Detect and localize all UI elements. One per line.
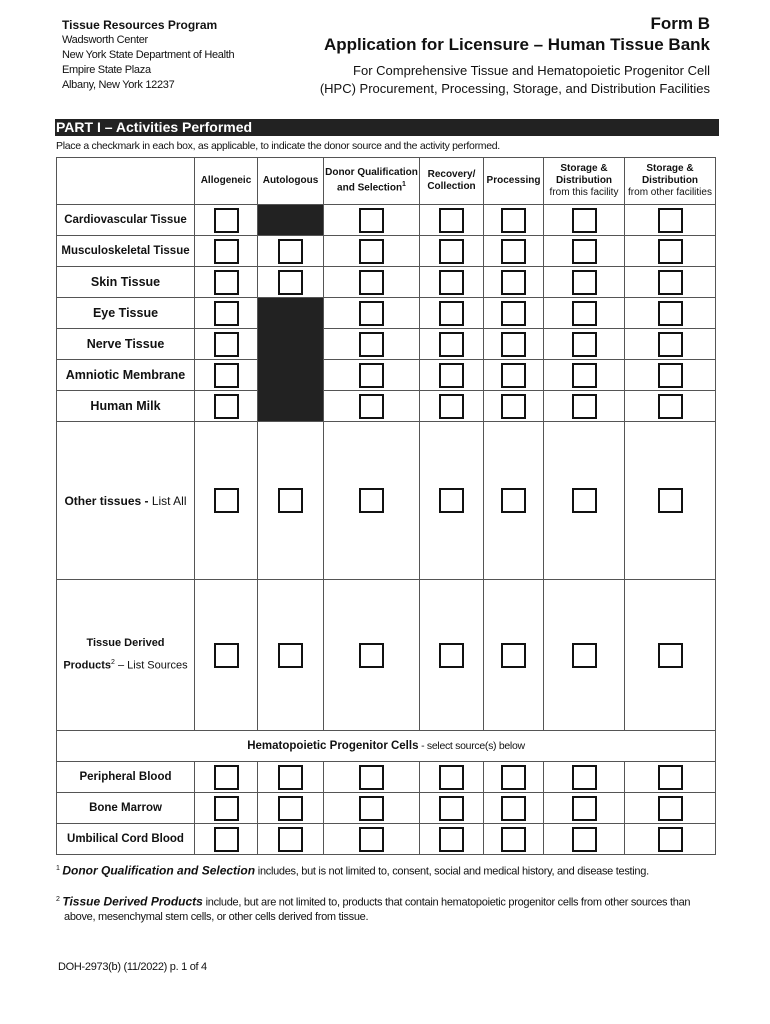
table-row xyxy=(57,205,716,236)
checkbox-milk-processing[interactable] xyxy=(501,394,526,419)
form-header xyxy=(250,14,710,98)
form-subtitle xyxy=(250,62,710,98)
checkbox-milk-recovery[interactable] xyxy=(439,394,464,419)
row-label-skin: Skin Tissue xyxy=(57,267,195,298)
checkbox-other-recovery[interactable] xyxy=(439,488,464,513)
checkbox-peripheral-allogeneic[interactable] xyxy=(214,765,239,790)
footnote-1 xyxy=(56,862,716,879)
checkbox-skin-processing[interactable] xyxy=(501,270,526,295)
org-address-line: Albany, New York 12237 xyxy=(62,79,175,91)
checkbox-derived-storage-this[interactable] xyxy=(572,643,597,668)
checkbox-marrow-recovery[interactable] xyxy=(439,796,464,821)
footnote-text: include, but are not limited to, products that contain hematopoietic progenitor cells from other sources than xyxy=(202,896,691,909)
footnote-term: Tissue Derived Products xyxy=(62,894,203,909)
checkbox-eye-donor-qualification[interactable] xyxy=(359,301,384,326)
checkbox-musculoskeletal-processing[interactable] xyxy=(501,239,526,264)
col-header-processing: Processing xyxy=(484,158,544,205)
col-header-text: Storage & xyxy=(560,163,608,174)
checkbox-cardiovascular-storage-other[interactable] xyxy=(658,208,683,233)
table-row xyxy=(57,298,716,329)
checkbox-musculoskeletal-autologous[interactable] xyxy=(278,239,303,264)
row-label-milk: Human Milk xyxy=(57,391,195,422)
checkbox-amniotic-processing[interactable] xyxy=(501,363,526,388)
row-label-bone-marrow: Bone Marrow xyxy=(57,793,195,824)
table-row xyxy=(57,267,716,298)
checkbox-derived-autologous[interactable] xyxy=(278,643,303,668)
checkbox-milk-storage-other[interactable] xyxy=(658,394,683,419)
form-subtitle-line: For Comprehensive Tissue and Hematopoietic Progenitor Cell xyxy=(353,63,710,78)
checkbox-derived-donor-qualification[interactable] xyxy=(359,643,384,668)
checkbox-peripheral-storage-other[interactable] xyxy=(658,765,683,790)
footnote-text: includes, but is not limited to, consent, social and medical history, and disease testing. xyxy=(255,865,649,878)
checkbox-eye-allogeneic[interactable] xyxy=(214,301,239,326)
col-header-text: Distribution xyxy=(641,175,699,186)
footnote-term: Donor Qualification and Selection xyxy=(62,863,256,878)
checkbox-other-donor-qualification[interactable] xyxy=(359,488,384,513)
col-header-allogeneic: Allogeneic xyxy=(195,158,258,205)
table-row xyxy=(57,422,716,580)
org-address-line: New York State Department of Health xyxy=(62,49,235,61)
row-label-nerve: Nerve Tissue xyxy=(57,329,195,360)
row-label-amniotic: Amniotic Membrane xyxy=(57,360,195,391)
checkbox-skin-donor-qualification[interactable] xyxy=(359,270,384,295)
checkbox-cardiovascular-recovery[interactable] xyxy=(439,208,464,233)
part-instruction: Place a checkmark in each box, as applicable, to indicate the donor source and the activity performed. xyxy=(56,140,500,152)
footnote-2 xyxy=(56,893,716,924)
checkbox-other-storage-other[interactable] xyxy=(658,488,683,513)
col-header-storage-other xyxy=(625,158,716,205)
header-row xyxy=(57,158,716,205)
col-header-text: Donor Qualification xyxy=(325,167,418,179)
checkbox-peripheral-recovery[interactable] xyxy=(439,765,464,790)
row-label-eye: Eye Tissue xyxy=(57,298,195,329)
checkbox-derived-storage-other[interactable] xyxy=(658,643,683,668)
checkbox-marrow-allogeneic[interactable] xyxy=(214,796,239,821)
org-address-line: Empire State Plaza xyxy=(62,64,151,76)
checkbox-cord-autologous[interactable] xyxy=(278,827,303,852)
org-name: Tissue Resources Program xyxy=(62,18,218,32)
col-header-text: Collection xyxy=(427,181,476,192)
table-row xyxy=(57,762,716,793)
checkbox-amniotic-donor-qualification[interactable] xyxy=(359,363,384,388)
org-address-line: Wadsworth Center xyxy=(62,34,148,46)
checkbox-other-autologous[interactable] xyxy=(278,488,303,513)
checkbox-peripheral-processing[interactable] xyxy=(501,765,526,790)
checkbox-amniotic-allogeneic[interactable] xyxy=(214,363,239,388)
form-title: Application for Licensure – Human Tissue Bank xyxy=(323,35,710,54)
row-label-cardiovascular: Cardiovascular Tissue xyxy=(57,205,195,236)
checkbox-cardiovascular-storage-this[interactable] xyxy=(572,208,597,233)
checkbox-nerve-donor-qualification[interactable] xyxy=(359,332,384,357)
table-row xyxy=(57,824,716,855)
checkbox-derived-allogeneic[interactable] xyxy=(214,643,239,668)
checkbox-eye-recovery[interactable] xyxy=(439,301,464,326)
row-label-other-tissues[interactable]: Other tissues - List All xyxy=(57,422,195,580)
checkbox-skin-storage-other[interactable] xyxy=(658,270,683,295)
col-header-text: from other facilities xyxy=(628,187,712,198)
checkbox-other-storage-this[interactable] xyxy=(572,488,597,513)
checkbox-amniotic-storage-this[interactable] xyxy=(572,363,597,388)
checkbox-nerve-storage-other[interactable] xyxy=(658,332,683,357)
checkbox-cord-processing[interactable] xyxy=(501,827,526,852)
form-subtitle-line: (HPC) Procurement, Processing, Storage, and Distribution Facilities xyxy=(319,81,710,96)
col-header-text: Distribution xyxy=(555,175,613,186)
col-header-donor-qualification xyxy=(324,158,420,205)
checkbox-other-allogeneic[interactable] xyxy=(214,488,239,513)
col-header-recovery xyxy=(420,158,484,205)
checkbox-milk-donor-qualification[interactable] xyxy=(359,394,384,419)
table-row xyxy=(57,329,716,360)
checkbox-nerve-storage-this[interactable] xyxy=(572,332,597,357)
table-row xyxy=(57,236,716,267)
checkbox-marrow-storage-other[interactable] xyxy=(658,796,683,821)
col-header-text: and Selection$^1$ xyxy=(337,181,406,194)
checkbox-derived-processing[interactable] xyxy=(501,643,526,668)
checkbox-nerve-allogeneic[interactable] xyxy=(214,332,239,357)
col-header-text: Storage & xyxy=(646,163,694,174)
footnote-text: above, mesenchymal stem cells, or other cells derived from tissue. xyxy=(64,910,369,923)
checkbox-cord-storage-other[interactable] xyxy=(658,827,683,852)
footnote-mark: 2 xyxy=(56,896,60,903)
checkbox-nerve-processing[interactable] xyxy=(501,332,526,357)
col-header-text: Recovery/ xyxy=(427,169,476,180)
checkbox-cardiovascular-allogeneic[interactable] xyxy=(214,208,239,233)
checkbox-musculoskeletal-donor-qualification[interactable] xyxy=(359,239,384,264)
row-label-peripheral-blood: Peripheral Blood xyxy=(57,762,195,793)
checkbox-other-processing[interactable] xyxy=(501,488,526,513)
checkbox-marrow-donor-qualification[interactable] xyxy=(359,796,384,821)
shaded-cell xyxy=(258,205,324,236)
checkbox-cord-recovery[interactable] xyxy=(439,827,464,852)
row-label-musculoskeletal: Musculoskeletal Tissue xyxy=(57,236,195,267)
checkbox-peripheral-storage-this[interactable] xyxy=(572,765,597,790)
checkbox-milk-storage-this[interactable] xyxy=(572,394,597,419)
form-id: Form B xyxy=(650,14,710,33)
checkbox-musculoskeletal-recovery[interactable] xyxy=(439,239,464,264)
checkbox-marrow-processing[interactable] xyxy=(501,796,526,821)
part-title-bar: PART I – Activities Performed xyxy=(55,119,719,136)
checkbox-cord-donor-qualification[interactable] xyxy=(359,827,384,852)
checkbox-derived-recovery[interactable] xyxy=(439,643,464,668)
checkbox-musculoskeletal-allogeneic[interactable] xyxy=(214,239,239,264)
checkbox-amniotic-recovery[interactable] xyxy=(439,363,464,388)
checkbox-eye-storage-this[interactable] xyxy=(572,301,597,326)
checkbox-nerve-recovery[interactable] xyxy=(439,332,464,357)
col-header-text: from this facility xyxy=(549,187,619,198)
checkbox-peripheral-autologous[interactable] xyxy=(278,765,303,790)
checkbox-peripheral-donor-qualification[interactable] xyxy=(359,765,384,790)
checkbox-skin-autologous[interactable] xyxy=(278,270,303,295)
checkbox-eye-storage-other[interactable] xyxy=(658,301,683,326)
checkbox-amniotic-storage-other[interactable] xyxy=(658,363,683,388)
checkbox-marrow-storage-this[interactable] xyxy=(572,796,597,821)
checkbox-cord-allogeneic[interactable] xyxy=(214,827,239,852)
checkbox-marrow-autologous[interactable] xyxy=(278,796,303,821)
col-header-storage-this xyxy=(544,158,625,205)
checkbox-cardiovascular-donor-qualification[interactable] xyxy=(359,208,384,233)
row-label-cord-blood: Umbilical Cord Blood xyxy=(57,824,195,855)
checkbox-eye-processing[interactable] xyxy=(501,301,526,326)
table-row xyxy=(57,391,716,422)
checkbox-musculoskeletal-storage-this[interactable] xyxy=(572,239,597,264)
table-row xyxy=(57,580,716,731)
checkbox-cord-storage-this[interactable] xyxy=(572,827,597,852)
footnote-mark: 1 xyxy=(56,865,60,872)
checkbox-cardiovascular-processing[interactable] xyxy=(501,208,526,233)
activities-table xyxy=(56,157,716,855)
col-header-autologous: Autologous xyxy=(258,158,324,205)
checkbox-milk-allogeneic[interactable] xyxy=(214,394,239,419)
table-row xyxy=(57,793,716,824)
form-footer: DOH-2973(b) (11/2022) p. 1 of 4 xyxy=(58,961,207,973)
footnote-ref: 1 xyxy=(402,181,406,189)
checkbox-musculoskeletal-storage-other[interactable] xyxy=(658,239,683,264)
footnote-ref: 2 xyxy=(111,659,115,667)
shaded-cell xyxy=(258,298,324,422)
section-header-row xyxy=(57,731,716,762)
row-label-tissue-derived[interactable]: Tissue Derived Products$^2$ – List Sources xyxy=(57,580,195,731)
checkbox-skin-allogeneic[interactable] xyxy=(214,270,239,295)
table-row xyxy=(57,360,716,391)
checkbox-skin-recovery[interactable] xyxy=(439,270,464,295)
header-corner xyxy=(57,158,195,205)
hpc-section-header: Hematopoietic Progenitor Cells - select source(s) below xyxy=(57,731,716,762)
checkbox-skin-storage-this[interactable] xyxy=(572,270,597,295)
